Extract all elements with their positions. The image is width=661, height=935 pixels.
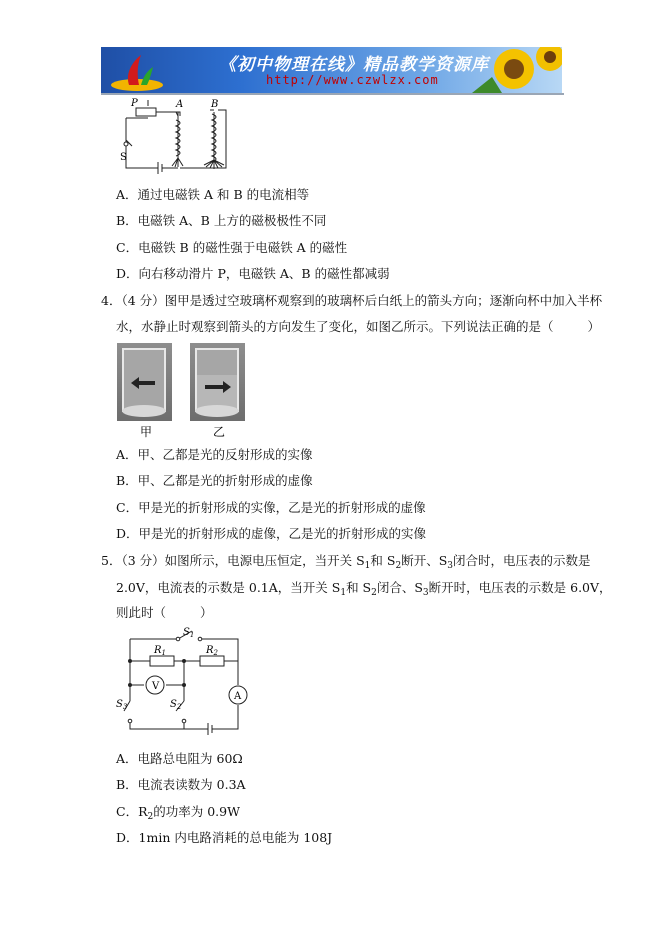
resistor-r1-label: $R_1$ (154, 645, 166, 657)
banner-url[interactable]: http://www.czwlzx.com (266, 73, 439, 87)
site-logo (107, 51, 167, 91)
q5-option-a: A．电路总电阻为 60Ω (116, 751, 243, 766)
q4-option-b: B．甲、乙都是光的折射形成的虚像 (116, 473, 313, 488)
photo-yi (190, 343, 245, 421)
q4-stem-line1: 4．（4 分）图甲是透过空玻璃杯观察到的玻璃杯后白纸上的箭头方向；逐渐向杯中加入半杯 (101, 293, 603, 308)
switch-contact (124, 142, 128, 146)
q5-option-c: C．$R_2$的功率为 0.9W (116, 804, 240, 822)
q4-option-d: D．甲是光的折射形成的虚像，乙是光的折射形成的实像 (116, 526, 427, 541)
q4-stem-line2: 水，水静止时观察到箭头的方向发生了变化，如图乙所示。下列说法正确的是（ ） (116, 319, 601, 334)
resistor-r2-label: $R_2$ (206, 645, 218, 657)
ammeter-label: A (234, 691, 242, 702)
switch-s2-label: $S_2$ (170, 699, 182, 711)
q4-option-c: C．甲是光的折射形成的实像，乙是光的折射形成的虚像 (116, 500, 426, 515)
q4-option-a: A．甲、乙都是光的反射形成的实像 (116, 447, 313, 462)
voltmeter-label: V (152, 681, 160, 692)
q5-stem-line1: 5．（3 分）如图所示，电源电压恒定，当开关 $S_1$和 $S_2$断开、$S_3$闭合时，电压表的示数是 (101, 553, 591, 571)
switch-s1-label: $S_1$ (183, 627, 195, 639)
label-s: S (120, 152, 127, 163)
q3-option-c: C．电磁铁 B 的磁性强于电磁铁 A 的磁性 (116, 240, 348, 255)
q3-option-a: A．通过电磁铁 A 和 B 的电流相等 (116, 187, 310, 202)
q5-option-d: D．1min 内电路消耗的总电能为 108J (116, 830, 333, 845)
q3-option-d: D．向右移动滑片 P，电磁铁 A、B 的磁性都减弱 (116, 266, 390, 281)
sunflower-image (452, 47, 562, 93)
photo-label-yi: 乙 (213, 425, 226, 439)
electromagnet-circuit-diagram (118, 98, 238, 178)
header-rule (101, 93, 564, 95)
label-b: B (211, 99, 219, 110)
header-banner (101, 47, 562, 93)
photo-label-jia: 甲 (140, 425, 153, 439)
q5-stem-line3: 则此时（ ） (116, 605, 213, 620)
switch-s3-label: $S_3$ (116, 699, 128, 711)
q5-stem-line2: 2.0V，电流表的示数是 0.1A，当开关 $S_1$和 $S_2$闭合、$S_3$断开时，电压表的示数是 6.0V， (116, 580, 612, 598)
q3-option-b: B．电磁铁 A、B 上方的磁极极性不同 (116, 213, 327, 228)
label-a: A (176, 99, 184, 110)
glass-photos (115, 343, 250, 440)
banner-title: 《初中物理在线》精品教学资源库 (219, 55, 489, 75)
photo-jia (117, 343, 172, 421)
q5-circuit-diagram (116, 625, 251, 735)
q5-option-b: B．电流表读数为 0.3A (116, 777, 246, 792)
label-p: P (131, 98, 138, 109)
